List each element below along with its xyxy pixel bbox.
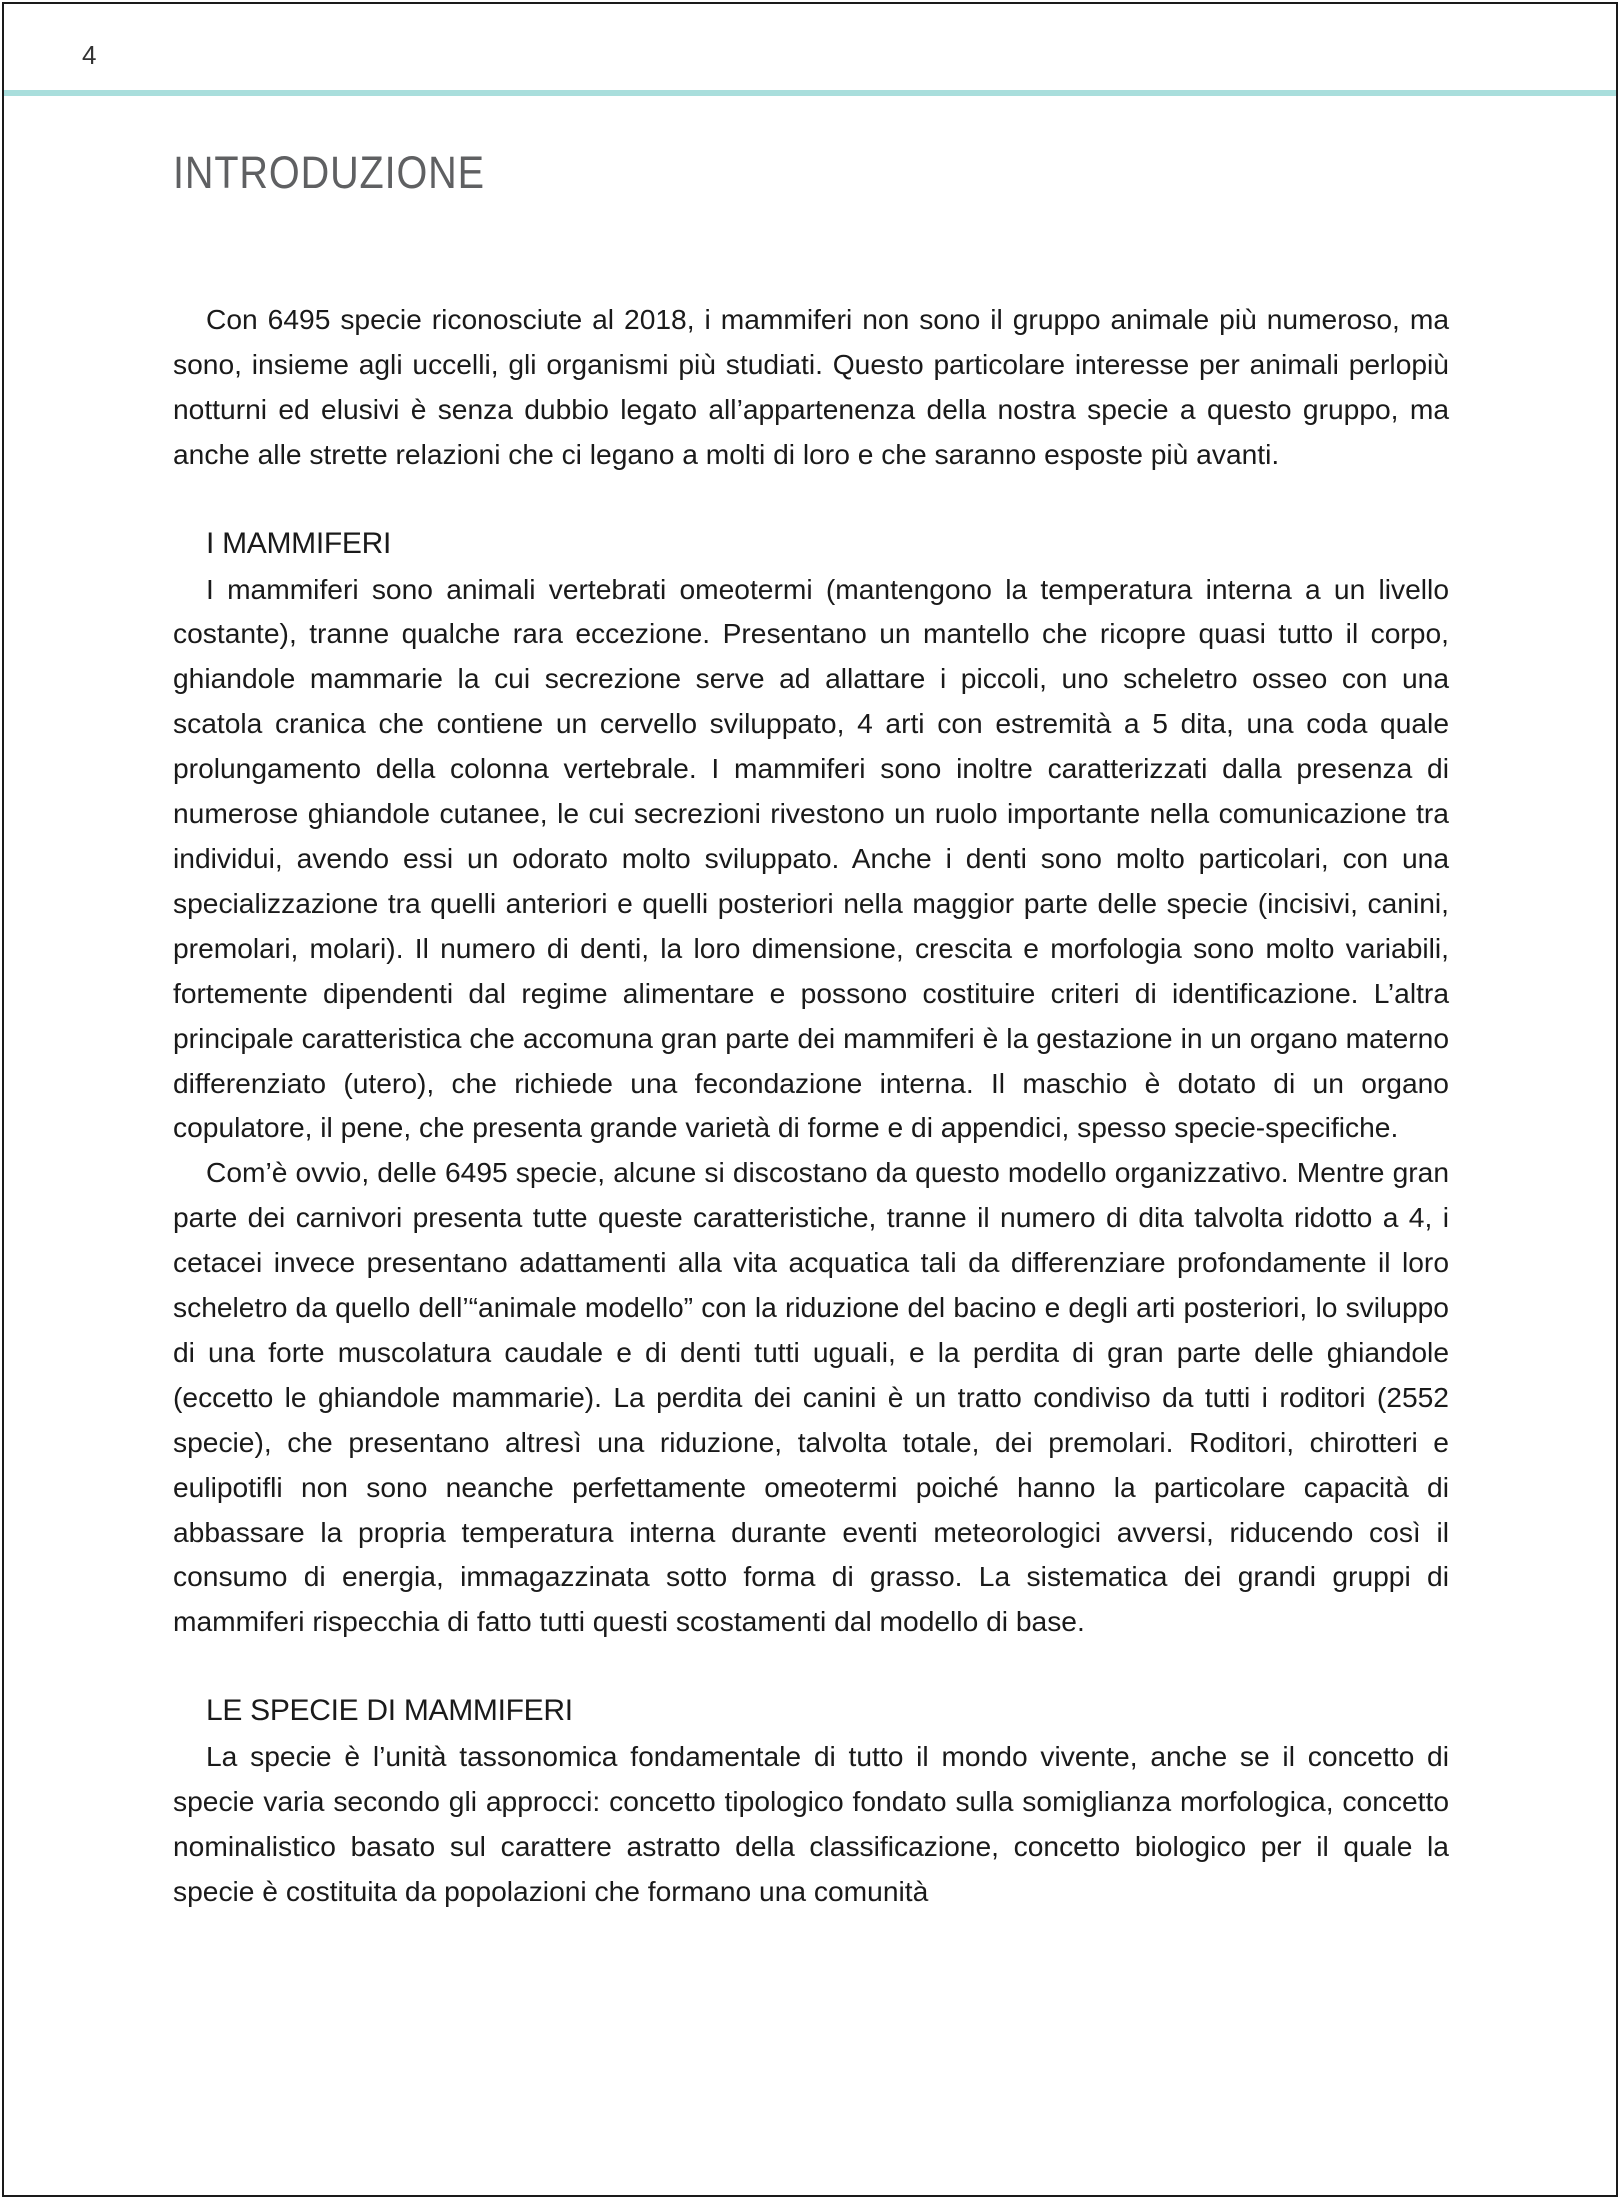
section-paragraph: Com’è ovvio, delle 6495 specie, alcune si discostano da questo modello organizzativo. Mentre gran parte dei carnivori presenta tutte queste caratteristiche, tranne il numero di dita talvolta ridotto a 4, i cetacei invece presentano adattamenti alla vita acquatica tali da differenziare profondamente il loro scheletro da quello dell’“animale modello” con la riduzione del bacino e degli arti posteriori, lo sviluppo di una forte muscolatura caudale e di denti tutti uguali, e la perdita di gran parte delle ghiandole (eccetto le ghiandole mammarie). La perdita dei canini è un tratto condiviso da tutti i roditori (2552 specie), che presentano altresì una riduzione, talvolta totale, dei premolari. Roditori, chirotteri e eulipotifli non sono neanche perfettamente omeotermi poiché hanno la particolare capacità di abbassare la propria temperatura interna durante eventi meteorologici avversi, riducendo così il consumo di energia, immagazzinata sotto forma di grasso. La sistematica dei grandi gruppi di mammiferi rispecchia di fatto tutti questi scostamenti dal modello di base.	[173, 1156, 1449, 1638]
section-paragraph: I mammiferi sono animali vertebrati omeotermi (mantengono la temperatura interna a un livello costante), tranne qualche rara eccezione. Presentano un mantello che ricopre quasi tutto il corpo, ghiandole mammarie la cui secrezione serve ad allattare i piccoli, uno scheletro osseo con una scatola cranica che contiene un cervello sviluppato, 4 arti con estremità a 5 dita, una coda quale prolungamento della colonna vertebrale. I mammiferi sono inoltre caratterizzati dalla presenza di numerose ghiandole cutanee, le cui secrezioni rivestono un ruolo importante nella comunicazione tra individui, avendo essi un odorato molto sviluppato. Anche i denti sono molto particolari, con una specializzazione tra quelli anteriori e quelli posteriori nella maggior parte delle specie (incisivi, canini, premolari, molari). Il numero di denti, la loro dimensione, crescita e morfologia sono molto variabili, fortemente dipendenti dal regime alimentare e possono costituire criteri di identificazione. L’altra principale caratteristica che accomuna gran parte dei mammiferi è la gestazione in un organo materno differenziato (utero), che richiede una fecondazione interna. Il maschio è dotato di un organo copulatore, il pene, che presenta grande varietà di forme e di appendici, spesso specie-specifiche.	[173, 572, 1449, 1144]
body-text	[173, 297, 1449, 1914]
section-heading-specie: LE SPECIE DI MAMMIFERI	[206, 1694, 573, 1728]
header-rule	[4, 90, 1616, 96]
intro-paragraph: Con 6495 specie riconosciute al 2018, i mammiferi non sono il gruppo animale più numeroso, ma sono, insieme agli uccelli, gli organismi più studiati. Questo particolare interesse per animali perlopiù notturni ed elusivi è senza dubbio legato all’appartenenza della nostra specie a questo gruppo, ma anche alle strette relazioni che ci legano a molti di loro e che saranno esposte più avanti.	[173, 303, 1449, 470]
section-paragraph: La specie è l’unità tassonomica fondamentale di tutto il mondo vivente, anche se il concetto di specie varia secondo gli approcci: concetto tipologico fondato sulla somiglianza morfologica, concetto nominalistico basato sul carattere astratto della classificazione, concetto biologico per il quale la specie è costituita da popolazioni che formano una comunità	[173, 1740, 1449, 1907]
page-number: 4	[82, 40, 97, 70]
section-heading-mammiferi: I MAMMIFERI	[206, 526, 392, 560]
chapter-title: INTRODUZIONE	[173, 147, 485, 198]
